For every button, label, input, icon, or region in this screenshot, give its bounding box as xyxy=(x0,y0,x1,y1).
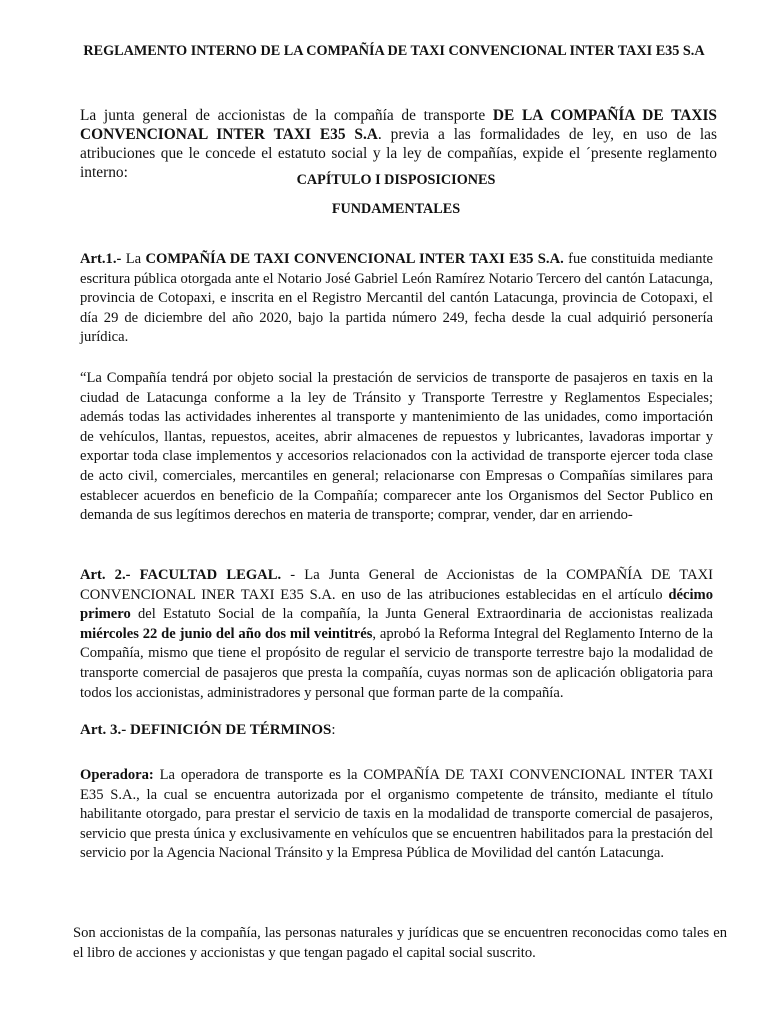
article-1-label: Art.1.- xyxy=(80,251,122,267)
article-2-bold-1: décimo primero xyxy=(80,586,713,623)
operadora-label: Operadora: xyxy=(80,767,154,783)
operadora-text: La operadora de transporte es la COMPAÑÍA DE TAXI CONVENCIONAL INTER TAXI E35 S.A., la cual se encuentra autorizada por el organismo competente de tránsito, mediante el título habilitante otorgado, para prestar el servicio de taxis en la modalidad de transporte comercial de pasajeros, servicio que presta única y exclusivamente en vehículos que se encuentren habilitados para la prestación del servicio por la Agencia Nacional Tránsito y la Empresa Pública de Movilidad del cantón Latacunga. xyxy=(80,767,713,862)
article-2-text-3: , aprobó la Reforma Integral del Reglamento Interno de la Compañía, mismo que tiene el propósito de regular el servicio de transporte terrestre bajo la modalidad de transporte comercial de pasajeros que presta la compañía, cuyas normas son de aplicación obligatoria para todos los accionistas, administradores y personal que forman parte de la compañía. xyxy=(80,625,713,701)
intro-paragraph xyxy=(80,106,717,182)
operadora-paragraph xyxy=(80,766,713,864)
chapter-heading-line-2: FUNDAMENTALES xyxy=(331,201,461,217)
intro-company-name: DE LA COMPAÑÍA DE TAXIS CONVENCIONAL INTER TAXI E35 S.A xyxy=(80,107,717,143)
intro-text-2: . previa a las formalidades de ley, en uso de las atribuciones que le concede el estatuto social y la ley de compañías, expide el ´presente reglamento interno: xyxy=(80,126,717,181)
social-object-paragraph: “La Compañía tendrá por objeto social la prestación de servicios de transporte de pasajeros en taxis en la ciudad de Latacunga conforme a la ley de Tránsito y Transporte Terrestre y Reglamentos Especiales; además todas las actividades inherentes al transporte y mantenimiento de las unidades, como importación de vehículos, llantas, repuestos, aceites, abrir almacenes de repuestos y lubricantes, lavadoras importar y exportar toda clase implementos y accesorios relacionados con la actividad de transporte ejercer toda clase de acto civil, comerciales, mercantiles en general; relacionarse con Empresas o Compañías similares para establecer acuerdos en beneficio de la Compañía; comparecer ante los Organismos del Sector Publico en demanda de sus legítimos derechos en materia de transporte; comprar, vender, dar en arriendo- xyxy=(80,370,713,524)
chapter-heading-line-1: CAPÍTULO I DISPOSICIONES xyxy=(296,172,496,188)
article-2-text-1: - La Junta General de Accionistas de la COMPAÑÍA DE TAXI CONVENCIONAL INER TAXI E35 S.A. en uso de las atribuciones establecidas en el artículo xyxy=(80,567,713,603)
article-2-paragraph xyxy=(80,566,713,703)
article-3-label: Art. 3.- DEFINICIÓN DE TÉRMINOS xyxy=(80,722,332,738)
article-2-label: Art. 2.- FACULTAD LEGAL. xyxy=(80,567,282,583)
article-1-company-name: COMPAÑÍA DE TAXI CONVENCIONAL INTER TAXI E35 S.A. xyxy=(145,251,564,267)
accionistas-paragraph: Son accionistas de la compañía, las personas naturales y jurídicas que se encuentren reconocidas como tales en el libro de acciones y accionistas y que tengan pagado el capital social suscrito. xyxy=(73,925,727,961)
article-3-colon: : xyxy=(331,722,336,738)
article-3-heading xyxy=(80,722,336,739)
article-2-bold-date: miércoles 22 de junio del año dos mil veintitrés xyxy=(80,625,373,642)
article-1-paragraph xyxy=(80,250,713,348)
intro-text-1: La junta general de accionistas de la compañía de transporte xyxy=(80,107,493,124)
article-2-text-2: del Estatuto Social de la compañía, la Junta General Extraordinaria de accionistas realizada xyxy=(130,606,713,623)
document-title: REGLAMENTO INTERNO DE LA COMPAÑÍA DE TAXI CONVENCIONAL INTER TAXI E35 S.A xyxy=(83,43,705,59)
article-1-text-1: La xyxy=(121,251,146,267)
article-1-text-2: fue constituida mediante escritura pública otorgada ante el Notario José Gabriel León Ramírez Notario Tercero del cantón Latacunga, provincia de Cotopaxi, e inscrita en el Registro Mercantil del cantón Latacunga, provincia de Cotopaxi, el día 29 de diciembre del año 2020, bajo la partida número 249, fecha desde la cual adquirió personería jurídica. xyxy=(80,251,713,346)
